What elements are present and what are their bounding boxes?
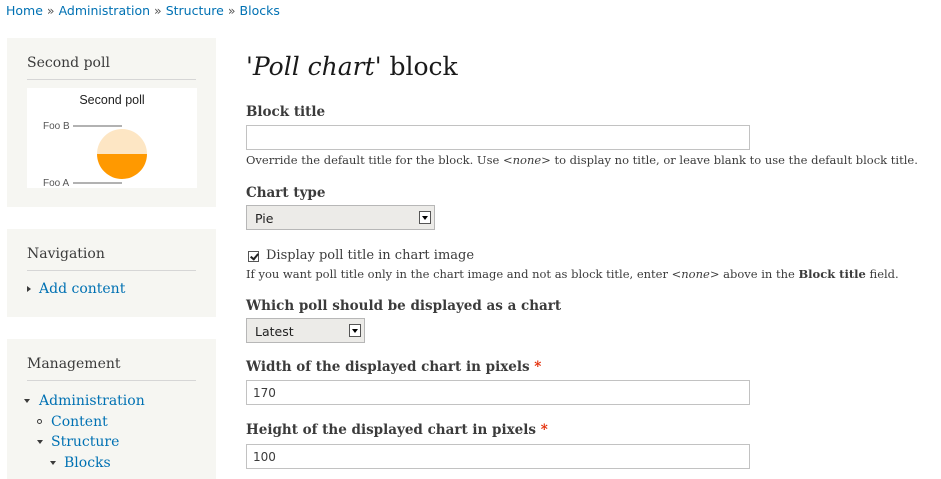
pie-slice-foo-b: [97, 129, 147, 154]
block-title-input[interactable]: [246, 125, 750, 150]
structure-link[interactable]: Structure: [51, 434, 120, 450]
navigation-block-title: Navigation: [27, 229, 196, 271]
chart-width-input[interactable]: [246, 380, 750, 405]
management-sidebar-block: [7, 339, 216, 479]
which-poll-value: Latest: [255, 324, 294, 339]
description-text: If you want poll title only in the chart image and not as block title, enter: [246, 267, 672, 281]
chart-title: Second poll: [79, 93, 145, 107]
which-poll-select[interactable]: [246, 318, 365, 343]
breadcrumb-separator: »: [227, 3, 236, 18]
navigation-menu: [27, 281, 125, 297]
display-title-checkbox-label[interactable]: Display poll title in chart image: [266, 248, 475, 263]
pie-slice-foo-a: [97, 154, 147, 179]
description-text: field.: [865, 267, 899, 281]
administration-link[interactable]: Administration: [39, 393, 145, 409]
menu-item-blocks: [24, 453, 145, 474]
width-label-text: Width of the displayed chart in pixels: [246, 359, 530, 375]
leaf-bullet-icon: [37, 419, 42, 424]
description-text: Override the default title for the block. Use: [246, 153, 503, 167]
dropdown-arrow-icon: [349, 324, 361, 337]
block-title-description: [246, 153, 918, 167]
description-text: to display no title, or leave blank to use the default block title.: [550, 153, 918, 167]
breadcrumb-separator: »: [46, 3, 55, 18]
block-title-label: Block title: [246, 104, 326, 120]
expanded-arrow-icon: [50, 461, 56, 465]
menu-item-structure: [24, 432, 145, 453]
expanded-arrow-icon: [24, 399, 30, 403]
required-marker: *: [534, 359, 542, 375]
display-title-checkbox[interactable]: [248, 251, 259, 262]
description-emphasis: <none>: [502, 153, 551, 167]
chart-type-value: Pie: [255, 211, 274, 226]
which-poll-label: Which poll should be displayed as a chart: [246, 298, 562, 314]
chart-label-foo-b: Foo B: [43, 121, 70, 132]
breadcrumb-structure-link[interactable]: Structure: [165, 3, 224, 18]
description-text: above in the: [719, 267, 799, 281]
menu-item-administration: [24, 391, 145, 412]
description-strong: Block title: [798, 267, 866, 281]
menu-item-add-content: [27, 281, 125, 297]
menu-item-content: [24, 412, 145, 433]
required-marker: *: [540, 422, 548, 438]
page-title: [246, 52, 458, 81]
chart-height-input[interactable]: [246, 444, 750, 469]
dropdown-arrow-icon: [419, 211, 431, 224]
collapsed-arrow-icon: [27, 286, 31, 292]
poll-sidebar-block: [7, 38, 216, 207]
breadcrumb-separator: »: [154, 3, 162, 18]
poll-chart: [27, 88, 197, 188]
display-title-description: [246, 267, 899, 281]
management-menu: [24, 391, 145, 473]
title-emphasis: Poll chart: [252, 52, 375, 81]
height-label: [246, 422, 548, 438]
height-label-text: Height of the displayed chart in pixels: [246, 422, 536, 438]
breadcrumb: [6, 3, 280, 18]
expanded-arrow-icon: [37, 440, 43, 444]
add-content-link[interactable]: Add content: [39, 281, 126, 297]
title-quote: ': [246, 52, 253, 81]
breadcrumb-blocks-link[interactable]: Blocks: [239, 3, 280, 18]
poll-chart-svg: [27, 88, 197, 188]
width-label: [246, 359, 541, 375]
description-emphasis: <none>: [671, 267, 720, 281]
navigation-sidebar-block: [7, 229, 216, 317]
chart-label-foo-a: Foo A: [43, 178, 70, 188]
management-block-title: Management: [27, 339, 196, 381]
chart-type-label: Chart type: [246, 185, 326, 201]
title-rest: ' block: [374, 52, 458, 81]
breadcrumb-administration-link[interactable]: Administration: [58, 3, 151, 18]
content-link[interactable]: Content: [51, 413, 108, 430]
blocks-link[interactable]: Blocks: [64, 454, 111, 471]
poll-block-title: Second poll: [27, 38, 196, 80]
chart-type-select[interactable]: [246, 205, 435, 230]
breadcrumb-home-link[interactable]: Home: [6, 3, 43, 18]
